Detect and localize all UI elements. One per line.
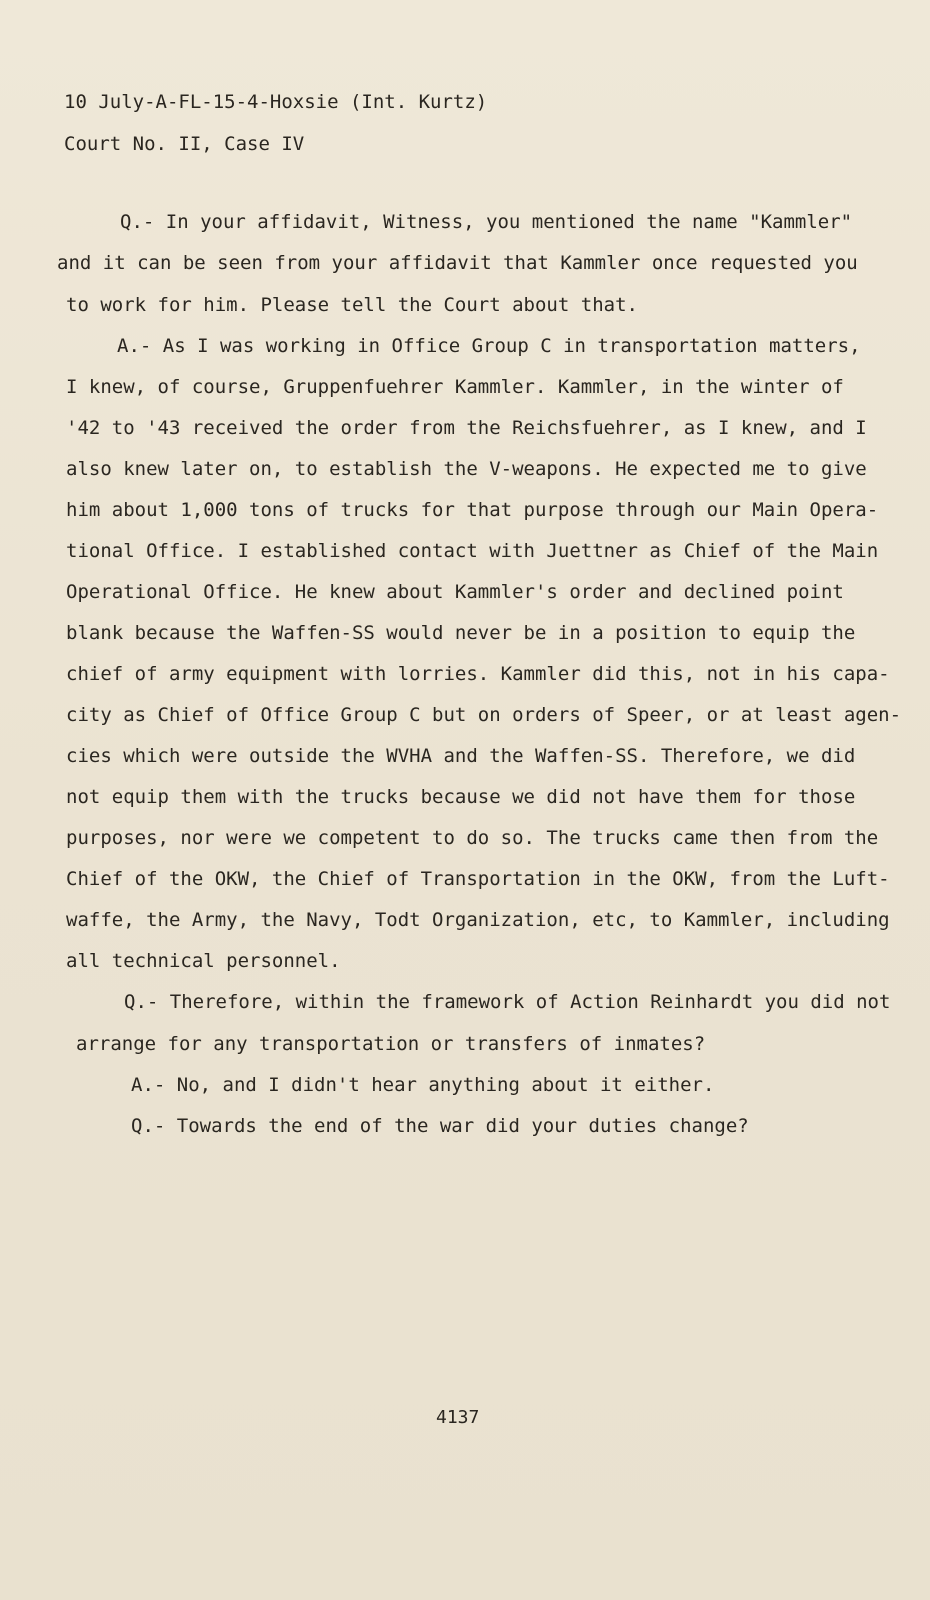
- text-line: chief of army equipment with lorries. Kammler did this, not in his capa-: [66, 663, 890, 685]
- text-line: city as Chief of Office Group C but on orders of Speer, or at least agen-: [66, 704, 902, 726]
- text-line: not equip them with the trucks because we did not have them for those: [66, 786, 856, 808]
- text-line: A.- As I was working in Office Group C in transportation matters,: [117, 335, 861, 357]
- text-line: Q.- Therefore, within the framework of Action Reinhardt you did not: [124, 991, 891, 1013]
- text-line: I knew, of course, Gruppenfuehrer Kammler. Kammler, in the winter of: [66, 376, 844, 398]
- text-line: to work for him. Please tell the Court about that.: [66, 294, 638, 316]
- page-number: 4137: [436, 1407, 480, 1428]
- text-line: tional Office. I established contact with Juettner as Chief of the Main: [66, 540, 879, 562]
- text-line: '42 to '43 received the order from the Reichsfuehrer, as I knew, and I: [66, 417, 867, 439]
- header-line-2: Court No. II, Case IV: [64, 133, 305, 155]
- text-line: blank because the Waffen-SS would never be in a position to equip the: [66, 622, 856, 644]
- text-line: purposes, nor were we competent to do so. The trucks came then from the: [66, 827, 879, 849]
- header-line-1: 10 July-A-FL-15-4-Hoxsie (Int. Kurtz): [64, 91, 488, 113]
- text-line: A.- No, and I didn't hear anything about it either.: [131, 1074, 715, 1096]
- text-line: all technical personnel.: [66, 950, 341, 972]
- text-line: Q.- In your affidavit, Witness, you mentioned the name "Kammler": [120, 211, 853, 233]
- text-line: Operational Office. He knew about Kammler's order and declined point: [66, 581, 844, 603]
- text-line: him about 1,000 tons of trucks for that purpose through our Main Opera-: [66, 499, 879, 521]
- text-line: also knew later on, to establish the V-weapons. He expected me to give: [66, 458, 867, 480]
- text-line: waffe, the Army, the Navy, Todt Organization, etc, to Kammler, including: [66, 909, 890, 931]
- text-line: cies which were outside the WVHA and the Waffen-SS. Therefore, we did: [66, 745, 856, 767]
- text-line: Q.- Towards the end of the war did your duties change?: [131, 1115, 749, 1137]
- text-line: arrange for any transportation or transfers of inmates?: [76, 1033, 706, 1055]
- text-line: Chief of the OKW, the Chief of Transportation in the OKW, from the Luft-: [66, 868, 890, 890]
- text-line: and it can be seen from your affidavit that Kammler once requested you: [57, 252, 858, 274]
